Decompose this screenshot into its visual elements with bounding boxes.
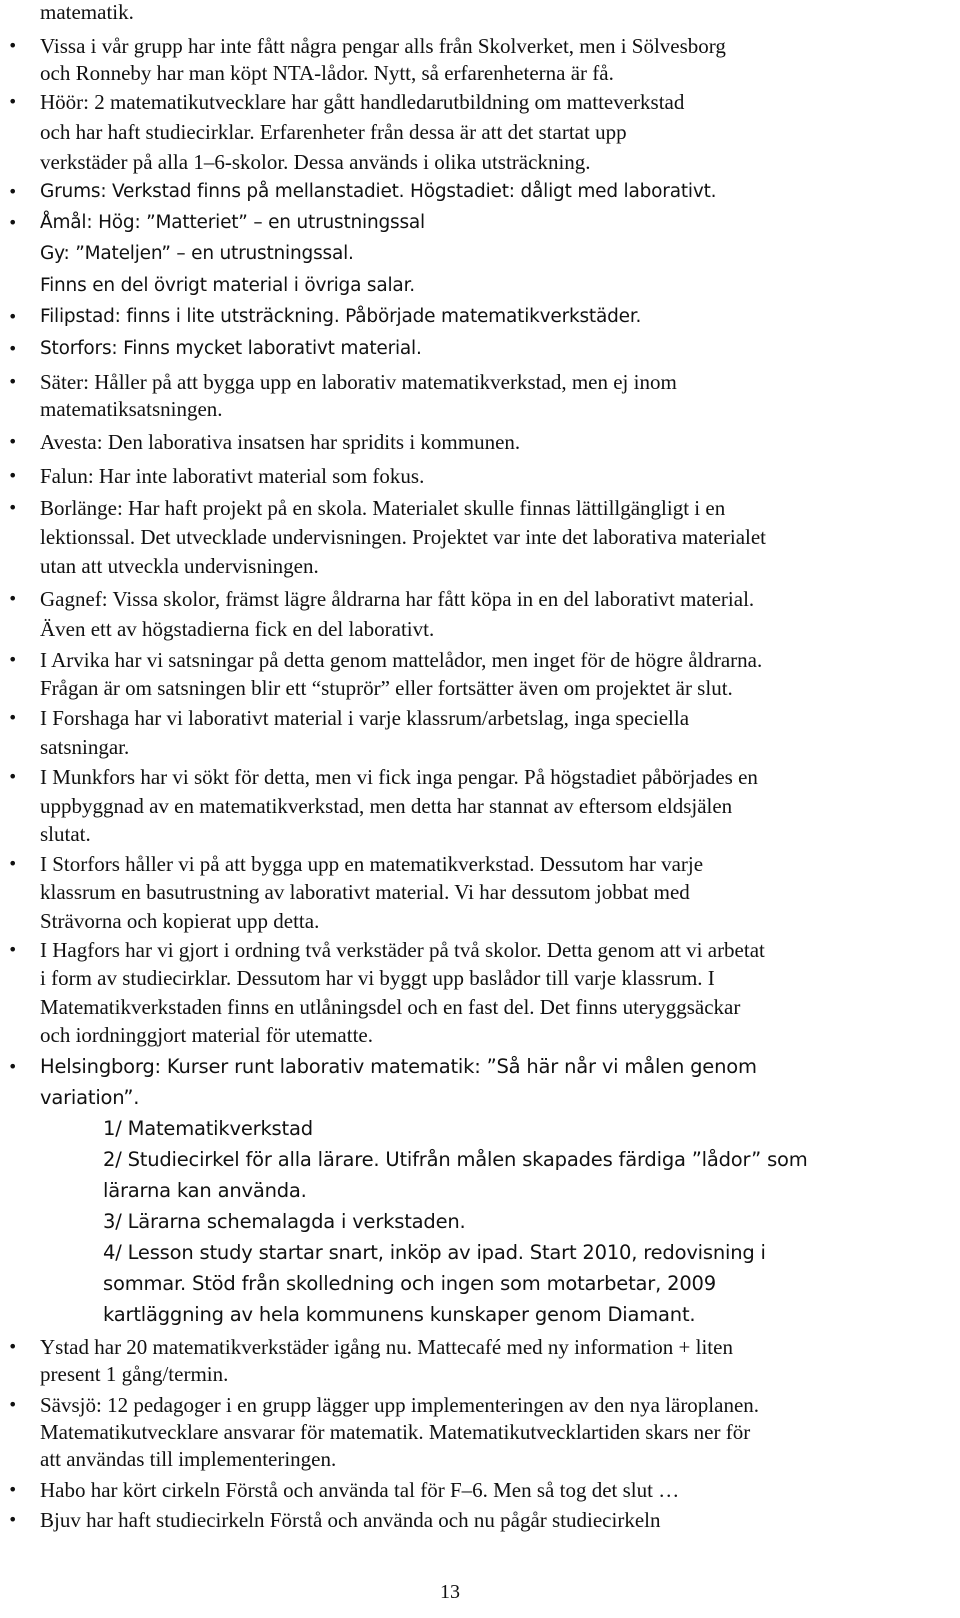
list-bullet: •	[8, 1395, 18, 1414]
text-line: Även ett av högstadierna fick en del laborativt.	[40, 617, 435, 641]
text-line: I Hagfors har vi gjort i ordning två verkstäder på två skolor. Detta genom att vi arbetat	[40, 938, 765, 962]
text-line: Frågan är om satsningen blir ett “stuprör” eller fortsätter även om projektet är slut.	[40, 676, 733, 700]
text-line: klassrum en basutrustning av laborativt material. Vi har dessutom jobbat med	[40, 880, 690, 904]
text-line: Ystad har 20 matematikverkstäder igång nu. Mattecafé med ny information + liten	[40, 1335, 733, 1359]
list-bullet: •	[8, 650, 18, 669]
text-line: Matematikutvecklare ansvarar för matematik. Matematikutvecklartiden skars ner för	[40, 1420, 751, 1444]
text-line: present 1 gång/termin.	[40, 1362, 229, 1386]
text-line: Grums: Verkstad finns på mellanstadiet. Högstadiet: dåligt med laborativt.	[40, 181, 717, 202]
sub-list-line: lärarna kan använda.	[103, 1179, 307, 1202]
text-line: Säter: Håller på att bygga upp en laborativ matematikverkstad, men ej inom	[40, 370, 677, 394]
sub-list-line: sommar. Stöd från skolledning och ingen som motarbetar, 2009	[103, 1272, 716, 1295]
sub-list-line: 3/ Lärarna schemalagda i verkstaden.	[103, 1210, 466, 1233]
text-line: Vissa i vår grupp har inte fått några pengar alls från Skolverket, men i Sölvesborg	[40, 34, 726, 58]
list-bullet: •	[8, 589, 18, 608]
list-bullet: •	[8, 1510, 18, 1529]
text-line: matematiksatsningen.	[40, 397, 223, 421]
list-bullet: •	[8, 432, 18, 451]
text-line: och iordninggjort material för utematte.	[40, 1023, 373, 1047]
list-bullet: •	[8, 307, 18, 326]
text-line: Borlänge: Har haft projekt på en skola. Materialet skulle finnas lättillgängligt i en	[40, 496, 726, 520]
list-bullet: •	[8, 767, 18, 786]
text-line: Bjuv har haft studiecirkeln Förstå och använda och nu pågår studiecirkeln	[40, 1508, 661, 1532]
text-line: och Ronneby har man köpt NTA-lådor. Nytt, så erfarenheterna är få.	[40, 61, 614, 85]
list-bullet: •	[8, 498, 18, 517]
text-line: Gy: ”Mateljen” – en utrustningssal.	[40, 243, 354, 264]
text-line: Gagnef: Vissa skolor, främst lägre åldrarna har fått köpa in en del laborativt material.	[40, 587, 755, 611]
text-line: Helsingborg: Kurser runt laborativ matematik: ”Så här når vi målen genom	[40, 1055, 757, 1078]
text-line: Habo har kört cirkeln Förstå och använda tal för F–6. Men så tog det slut …	[40, 1478, 680, 1502]
list-bullet: •	[8, 1337, 18, 1356]
list-bullet: •	[8, 1057, 18, 1076]
list-bullet: •	[8, 708, 18, 727]
text-line: verkstäder på alla 1–6-skolor. Dessa används i olika utsträckning.	[40, 150, 591, 174]
text-line: satsningar.	[40, 735, 130, 759]
list-bullet: •	[8, 372, 18, 391]
text-line: och har haft studiecirklar. Erfarenheter från dessa är att det startat upp	[40, 120, 627, 144]
text-line: utan att utveckla undervisningen.	[40, 554, 319, 578]
text-line: Höör: 2 matematikutvecklare har gått handledarutbildning om matteverkstad	[40, 90, 685, 114]
list-bullet: •	[8, 339, 18, 358]
list-bullet: •	[8, 466, 18, 485]
text-line: I Arvika har vi satsningar på detta genom mattelådor, men inget för de högre åldrarna.	[40, 648, 763, 672]
list-bullet: •	[8, 1480, 18, 1499]
text-line: I Storfors håller vi på att bygga upp en matematikverkstad. Dessutom har varje	[40, 852, 704, 876]
sub-list-line: kartläggning av hela kommunens kunskaper genom Diamant.	[103, 1303, 696, 1326]
text-line: i form av studiecirklar. Dessutom har vi byggt upp baslådor till varje klassrum. I	[40, 966, 715, 990]
text-line: matematik.	[40, 0, 134, 24]
text-line: Matematikverkstaden finns en utlåningsdel och en fast del. Det finns uteryggsäckar	[40, 995, 741, 1019]
list-bullet: •	[8, 854, 18, 873]
sub-list-line: 1/ Matematikverkstad	[103, 1117, 313, 1140]
text-line: uppbyggnad av en matematikverkstad, men detta har stannat av eftersom eldsjälen	[40, 794, 733, 818]
text-line: variation”.	[40, 1086, 140, 1109]
text-line: Finns en del övrigt material i övriga salar.	[40, 275, 415, 296]
text-line: I Munkfors har vi sökt för detta, men vi fick inga pengar. På högstadiet påbörjades en	[40, 765, 758, 789]
sub-list-line: 4/ Lesson study startar snart, inköp av ipad. Start 2010, redovisning i	[103, 1241, 766, 1264]
text-line: lektionssal. Det utvecklade undervisningen. Projektet var inte det laborativa materialet	[40, 525, 767, 549]
text-line: slutat.	[40, 822, 91, 846]
sub-list-line: 2/ Studiecirkel för alla lärare. Utifrån målen skapades färdiga ”lådor” som	[103, 1148, 808, 1171]
list-bullet: •	[8, 182, 18, 201]
list-bullet: •	[8, 940, 18, 959]
list-bullet: •	[8, 36, 18, 55]
page-number: 13	[440, 1581, 460, 1603]
list-bullet: •	[8, 213, 18, 232]
text-line: Åmål: Hög: ”Matteriet” – en utrustningssal	[40, 212, 425, 233]
text-line: Filipstad: finns i lite utsträckning. Påbörjade matematikverkstäder.	[40, 306, 642, 327]
list-bullet: •	[8, 92, 18, 111]
text-line: Avesta: Den laborativa insatsen har spridits i kommunen.	[40, 430, 521, 454]
text-line: Sävsjö: 12 pedagoger i en grupp lägger upp implementeringen av den nya läroplanen.	[40, 1393, 760, 1417]
text-line: I Forshaga har vi laborativt material i varje klassrum/arbetslag, inga speciella	[40, 706, 690, 730]
text-line: Falun: Har inte laborativt material som fokus.	[40, 464, 425, 488]
text-line: att användas till implementeringen.	[40, 1447, 337, 1471]
text-line: Strävorna och kopierat upp detta.	[40, 909, 320, 933]
text-line: Storfors: Finns mycket laborativt material.	[40, 338, 422, 359]
